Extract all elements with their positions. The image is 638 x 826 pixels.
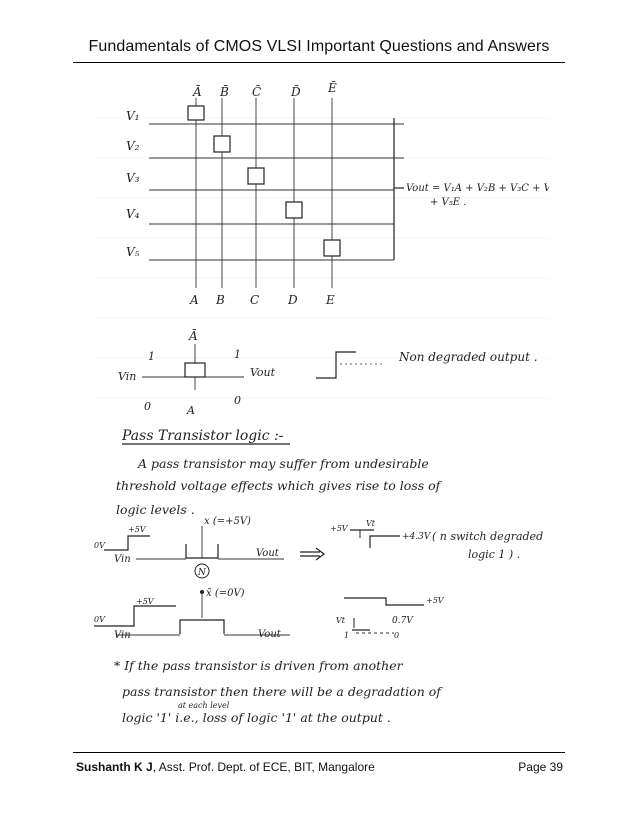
transistor-symbol — [188, 106, 204, 120]
p-zero-label: 0 — [394, 631, 400, 640]
non-degraded-caption: Non degraded output . — [399, 350, 538, 364]
row-label: V₄ — [126, 207, 140, 221]
n-degraded-level: +4.3V — [402, 532, 431, 542]
col-label-top: B̄ — [220, 85, 229, 99]
col-label-top: D̄ — [291, 85, 301, 99]
n-in-low: 0V — [94, 541, 105, 550]
transistor-symbol — [324, 240, 340, 256]
gate-label-bottom: A — [187, 404, 195, 417]
col-label-bottom: C — [250, 293, 260, 307]
p-degraded-level: 0.7V — [392, 616, 413, 626]
transistor-symbol — [286, 202, 302, 218]
p-in-low: 0V — [94, 615, 105, 624]
col-label-bottom: D — [288, 293, 298, 307]
n-vin-label: Vin — [114, 554, 131, 565]
note-line: * If the pass transistor is driven from another — [114, 658, 403, 673]
section-title: Pass Transistor logic :- — [122, 428, 284, 444]
n-out-high: +5V — [330, 524, 348, 533]
vout-equation-cont: + V₅E . — [430, 197, 467, 208]
vout-equation: Vout = V₁A + V₂B + V₃C + V₄D — [406, 183, 549, 194]
truth-out-0: 0 — [234, 394, 241, 407]
vout-label: Vout — [250, 366, 276, 379]
col-label-top: C̄ — [252, 85, 262, 99]
handwritten-notes — [94, 78, 549, 748]
transistor-symbol — [248, 168, 264, 184]
paragraph-line: A pass transistor may suffer from undesirable — [138, 456, 429, 471]
col-label-bottom: A — [190, 293, 199, 307]
row-label: V₃ — [126, 171, 140, 185]
note-line: pass transistor then there will be a degradation of — [122, 684, 441, 699]
p-vin-label: Vin — [114, 630, 131, 641]
p-one-label: 1 — [344, 631, 350, 640]
page-number: Page 39 — [518, 760, 563, 774]
p-switch-diagram — [94, 588, 445, 641]
p-gate-label: x̄ (=0V) — [206, 588, 245, 599]
p-vout-label: Vout — [258, 629, 281, 640]
col-label-bottom: B — [216, 293, 225, 307]
author-affiliation: , Asst. Prof. Dept. of ECE, BIT, Mangalore — [152, 760, 375, 774]
transistor-symbol — [214, 136, 230, 152]
paragraph-line: logic levels . — [116, 502, 195, 517]
gate-label-top: Ā — [189, 329, 198, 343]
n-vout-label: Vout — [256, 548, 279, 559]
n-switch-diagram — [94, 516, 543, 578]
notes-svg — [94, 78, 549, 748]
row-label: V₅ — [126, 245, 140, 259]
header-divider — [73, 62, 565, 63]
paragraph-line: threshold voltage effects which gives rise to loss of — [116, 478, 441, 493]
vin-label: Vin — [118, 370, 137, 383]
p-in-high: +5V — [136, 597, 154, 606]
footer-divider — [73, 752, 565, 753]
footer-author — [76, 760, 375, 774]
pass-transistor-array — [126, 80, 549, 307]
p-out-high: +5V — [426, 596, 444, 605]
truth-in-0: 0 — [144, 400, 151, 413]
n-in-high: +5V — [128, 525, 146, 534]
author-name: Sushanth K J — [76, 760, 153, 774]
truth-out-1: 1 — [234, 348, 241, 361]
p-vt-label: Vt — [336, 616, 345, 625]
col-label-top: Ē — [328, 81, 337, 95]
n-annotation: ( n switch degraded — [432, 530, 544, 543]
n-device-label: N — [198, 568, 206, 578]
row-label: V₂ — [126, 139, 140, 153]
note-insert: at each level — [178, 701, 230, 710]
row-label: V₁ — [126, 109, 140, 123]
note-line: logic '1' i.e., loss of logic '1' at the output . — [122, 710, 391, 725]
n-vt-label: Vt — [366, 519, 375, 528]
n-annotation: logic 1 ) . — [468, 548, 521, 561]
n-gate-label: x (=+5V) — [204, 516, 251, 527]
col-label-bottom: E — [326, 293, 335, 307]
single-pass-transistor — [118, 328, 538, 417]
truth-in-1: 1 — [148, 350, 155, 363]
page-header-title: Fundamentals of CMOS VLSI Important Questions and Answers — [88, 38, 550, 55]
col-label-top: Ā — [193, 85, 202, 99]
